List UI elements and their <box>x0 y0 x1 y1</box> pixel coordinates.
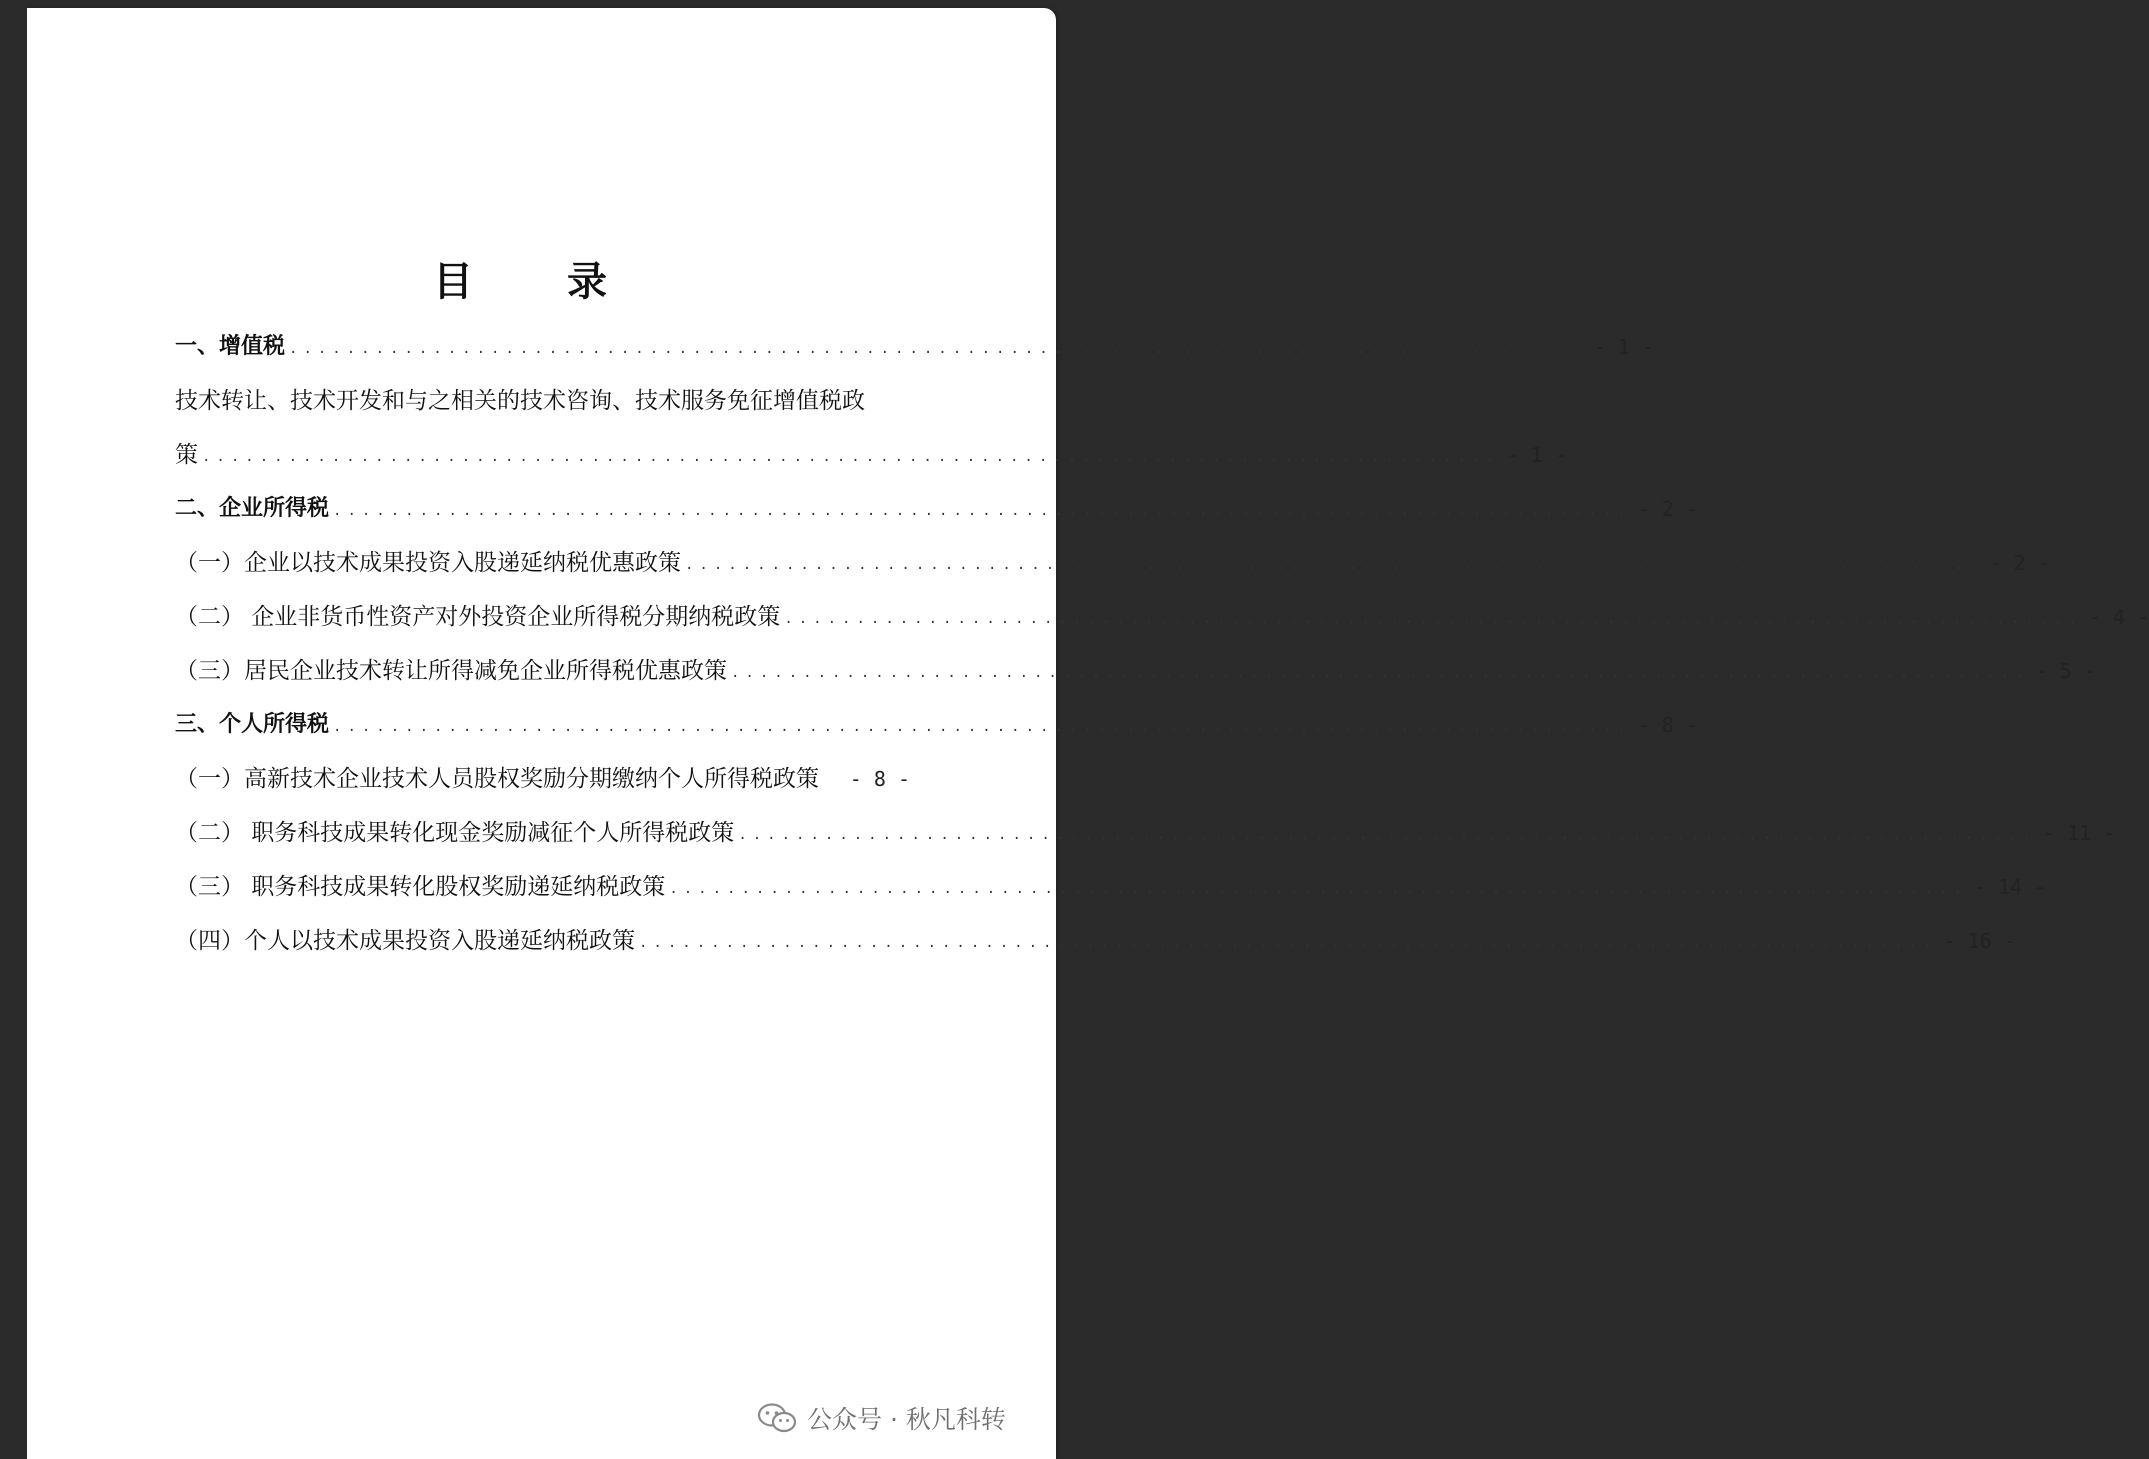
toc-leader-dots: .......................................................................................... <box>333 503 1632 519</box>
toc-leader-dots: .......................................................................................... <box>669 881 1968 897</box>
wechat-icon <box>757 1403 797 1433</box>
toc-entry[interactable] <box>175 435 1567 489</box>
toc-entry-label: 技术转让、技术开发和与之相关的技术咨询、技术服务免征增值税政 <box>175 388 865 414</box>
toc-entry-label: （二） 企业非货币性资产对外投资企业所得税分期纳税政策 <box>175 604 781 630</box>
toc-page-number: - 8 - <box>1637 713 1698 737</box>
toc-page-number: - 1 - <box>1506 443 1567 467</box>
watermark-text: 公众号 · 秋凡科转 <box>807 1405 1006 1434</box>
toc-leader-dots: .......................................................................................... <box>333 719 1632 735</box>
toc-entry-label: （四）个人以技术成果投资入股递延纳税政策 <box>175 928 635 954</box>
toc-leader-dots: .......................................................................................... <box>738 827 2037 843</box>
toc-page-number: - 2 - <box>1637 497 1698 521</box>
toc-page-number: - 14 - <box>1973 875 2047 899</box>
toc-entry[interactable] <box>175 327 1654 381</box>
toc-leader-dots: .......................................................................................... <box>731 665 2030 681</box>
toc-entry[interactable] <box>175 543 2050 597</box>
toc-entry-label: 三、个人所得税 <box>175 712 330 737</box>
toc-leader-dots: .......................................................................................... <box>639 935 1938 951</box>
toc-entry-label: （一）企业以技术成果投资入股递延纳税优惠政策 <box>175 550 681 576</box>
toc-entry[interactable] <box>175 705 1698 759</box>
toc-entry[interactable] <box>175 381 910 435</box>
page-title: 目 录 <box>433 258 647 305</box>
watermark <box>757 1400 1006 1436</box>
toc-entry-label: （二） 职务科技成果转化现金奖励减征个人所得税政策 <box>175 820 735 846</box>
toc-page-number: - 5 - <box>2035 659 2096 683</box>
toc-entry-label: （三） 职务科技成果转化股权奖励递延纳税政策 <box>175 874 666 900</box>
toc-page-number: - 11 - <box>2042 821 2116 845</box>
toc-entry-label: （三）居民企业技术转让所得减免企业所得税优惠政策 <box>175 658 727 684</box>
toc-page-number: - 1 - <box>1593 335 1654 359</box>
toc-leader-dots: .......................................................................................... <box>202 449 1501 465</box>
toc-entry[interactable] <box>175 813 2116 867</box>
toc-entry[interactable] <box>175 489 1698 543</box>
toc-entry[interactable] <box>175 921 2016 975</box>
toc-page-number: - 4 - <box>2088 605 2149 629</box>
toc-leader-dots: .......................................................................................... <box>289 341 1588 357</box>
toc-entry-label: 一、增值税 <box>175 334 286 359</box>
toc-page-number: - 8 - <box>849 767 910 791</box>
toc-entry[interactable] <box>175 867 2047 921</box>
toc-entry-label: 策 <box>175 442 198 468</box>
toc-page-number: - 16 - <box>1943 929 2016 953</box>
table-of-contents <box>175 327 2149 975</box>
toc-entry[interactable] <box>175 651 2096 705</box>
toc-entry-label: （一）高新技术企业技术人员股权奖励分期缴纳个人所得税政策 <box>175 766 819 792</box>
toc-entry[interactable] <box>175 759 910 813</box>
toc-leader-dots: .......................................................................................... <box>784 611 2083 627</box>
toc-leader-dots: .......................................................................................... <box>685 557 1984 573</box>
toc-entry[interactable] <box>175 597 2149 651</box>
toc-entry-label: 二、企业所得税 <box>175 496 330 521</box>
toc-page-number: - 2 - <box>1989 551 2050 575</box>
